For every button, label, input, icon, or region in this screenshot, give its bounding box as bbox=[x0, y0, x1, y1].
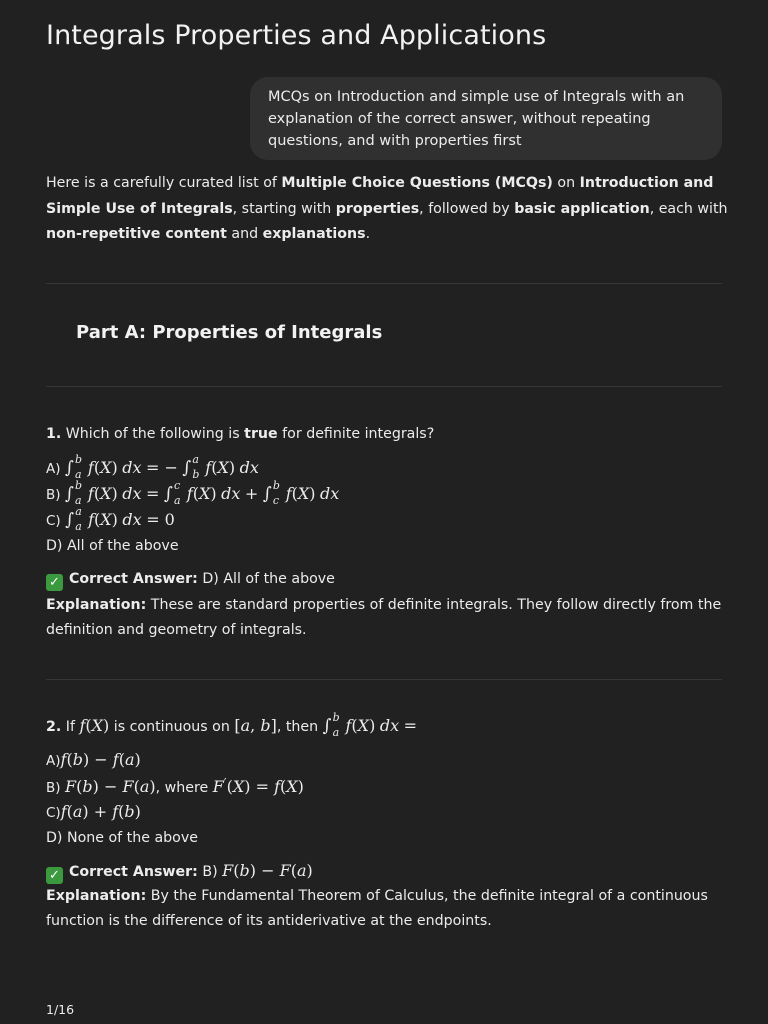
option-label: C) bbox=[46, 513, 61, 529]
explanation-text: By the Fundamental Theorem of Calculus, the definite integral of a continuous function is the difference of its antiderivative at the endpoints. bbox=[46, 888, 708, 929]
correct-answer bbox=[46, 571, 335, 591]
intro-bold: basic application bbox=[514, 200, 650, 217]
intro-text: . bbox=[365, 226, 371, 242]
integral-sign: ∫ a b bbox=[182, 453, 200, 481]
explanation-label: Explanation: bbox=[46, 888, 147, 904]
option-label: B) bbox=[46, 780, 61, 796]
option-b: B) F(b) − F(a), where F′(X) = f(X) bbox=[46, 776, 304, 796]
option-label: B) bbox=[46, 487, 61, 503]
option-c: C)f(a) + f(b) bbox=[46, 802, 141, 821]
option-b: B) ∫ b a f(X) dx = ∫ c a f(X) dx + ∫ b c f(X) dx bbox=[46, 479, 340, 507]
answer-text: B) bbox=[197, 864, 223, 880]
intro-bold: explanations bbox=[262, 226, 366, 242]
question-text: for definite integrals? bbox=[277, 426, 435, 442]
option-label: A) bbox=[46, 461, 61, 477]
option-a: A)f(b) − f(a) bbox=[46, 750, 141, 769]
question-text: If bbox=[61, 719, 80, 735]
correct-answer: ✓ Correct Answer: B) F(b) − F(a) bbox=[46, 861, 313, 884]
intro-text: , each with bbox=[649, 200, 728, 217]
user-prompt-text: MCQs on Introduction and simple use of Integrals with an explanation of the correct answer, without repeating questions, and with properties first bbox=[268, 89, 685, 149]
answer-text: D) All of the above bbox=[197, 571, 335, 587]
question-2-text: 2. If f(X) is continuous on [a, b], then ∫ b a f(X) dx = bbox=[46, 711, 418, 739]
intro-bold: Multiple Choice Questions (MCQs) bbox=[281, 175, 553, 191]
integral-sign: ∫ b c bbox=[262, 479, 280, 507]
answer-label: Correct Answer: bbox=[69, 864, 198, 880]
check-mark-icon: ✓ bbox=[46, 574, 63, 591]
intro-text: on bbox=[552, 175, 580, 191]
question-bold: true bbox=[244, 426, 278, 442]
section-heading: Part A: Properties of Integrals bbox=[76, 322, 383, 343]
intro-text: , starting with bbox=[232, 200, 336, 217]
question-1-text bbox=[46, 426, 434, 442]
explanation bbox=[46, 884, 726, 934]
integral-sign: ∫ a a bbox=[65, 505, 82, 533]
divider bbox=[46, 386, 722, 387]
question-number: 2. bbox=[46, 719, 62, 735]
intro-text: , followed by bbox=[419, 200, 515, 217]
intro-bold: Introduction and Simple Use of Integrals bbox=[46, 175, 714, 217]
question-text: is continuous on bbox=[109, 719, 235, 735]
integral-sign: ∫ b a bbox=[65, 479, 83, 507]
divider bbox=[46, 679, 722, 680]
intro-text: and bbox=[226, 226, 263, 242]
option-d: D) None of the above bbox=[46, 830, 198, 846]
option-a: A) ∫ b a f(X) dx = − ∫ a b f(X) dx bbox=[46, 453, 259, 481]
integral-sign: ∫ b a bbox=[65, 453, 83, 481]
option-label: A) bbox=[46, 753, 61, 769]
integral-sign: ∫ c a bbox=[163, 479, 181, 507]
page-number: 1/16 bbox=[46, 1002, 75, 1017]
explanation bbox=[46, 593, 726, 643]
question-text: , then bbox=[276, 719, 323, 735]
integral-sign: ∫ b a bbox=[322, 711, 340, 739]
check-mark-icon: ✓ bbox=[46, 867, 63, 884]
user-prompt-bubble bbox=[250, 77, 722, 160]
explanation-label: Explanation: bbox=[46, 597, 147, 613]
divider bbox=[46, 283, 722, 284]
explanation-text: These are standard properties of definite integrals. They follow directly from the definition and geometry of integrals. bbox=[46, 597, 722, 638]
page-title: Integrals Properties and Applications bbox=[46, 20, 547, 51]
option-c: C) ∫ a a f(X) dx = 0 bbox=[46, 505, 175, 533]
option-text: , where bbox=[155, 780, 213, 796]
question-number: 1. bbox=[46, 426, 62, 442]
option-label: C) bbox=[46, 805, 61, 821]
answer-label: Correct Answer: bbox=[69, 571, 198, 587]
intro-paragraph bbox=[46, 171, 736, 248]
question-text: Which of the following is bbox=[61, 426, 245, 442]
intro-bold: properties bbox=[335, 200, 420, 217]
intro-text: Here is a carefully curated list of bbox=[46, 175, 282, 191]
option-d: D) All of the above bbox=[46, 538, 179, 554]
intro-bold: non-repetitive content bbox=[46, 226, 227, 242]
